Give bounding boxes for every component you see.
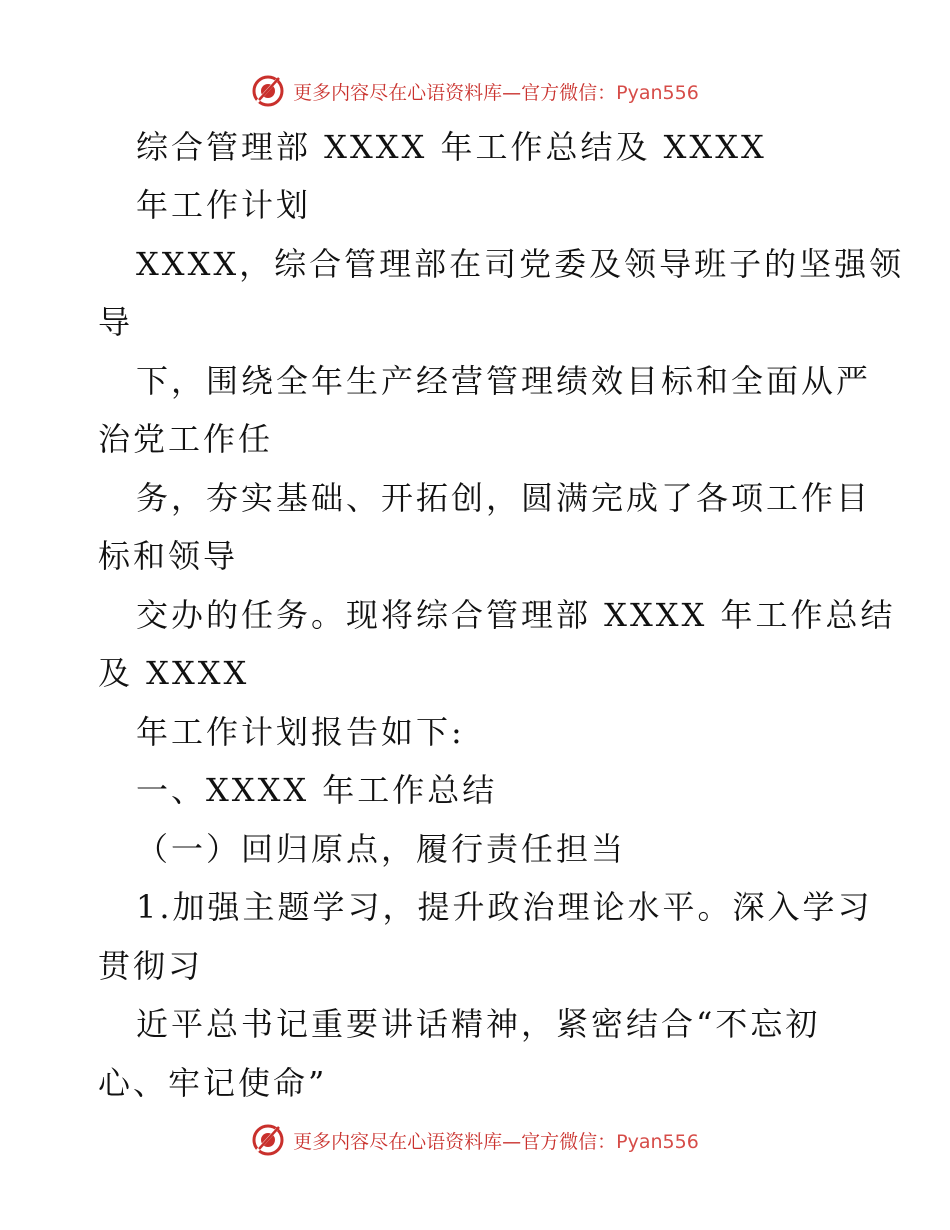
paragraph-line: 年工作计划报告如下:	[136, 713, 465, 751]
watermark-text: 更多内容尽在心语资料库—官方微信：Pyan556	[293, 1130, 699, 1153]
doc-title-line-1: 综合管理部 XXXX 年工作总结及 XXXX	[136, 128, 767, 166]
watermark-wechat-id: Pyan556	[616, 1130, 699, 1153]
paragraph-line: 1.加强主题学习，提升政治理论水平。深入学习	[136, 888, 873, 926]
paragraph-line: XXXX，综合管理部在司党委及领导班子的坚强领	[136, 245, 905, 283]
header-watermark	[0, 71, 950, 111]
watermark-text: 更多内容尽在心语资料库—官方微信：Pyan556	[293, 81, 699, 104]
paragraph-line: 贯彻习	[98, 947, 204, 985]
subsection-heading: （一）回归原点，履行责任担当	[136, 830, 627, 868]
paragraph-line: 下，围绕全年生产经营管理绩效目标和全面从严	[136, 362, 872, 400]
section-heading: 一、XXXX 年工作总结	[136, 771, 498, 809]
paragraph-line: 近平总书记重要讲话精神，紧密结合“不忘初	[136, 1005, 821, 1043]
logo-icon	[251, 1123, 285, 1157]
paragraph-line: 务，夯实基础、开拓创，圆满完成了各项工作目	[136, 479, 872, 517]
doc-title-line-2: 年工作计划	[136, 186, 312, 224]
paragraph-line: 导	[98, 303, 134, 341]
paragraph-line: 治党工作任	[98, 420, 274, 458]
paragraph-line: 及 XXXX	[98, 654, 250, 692]
paragraph-line: 交办的任务。现将综合管理部 XXXX 年工作总结	[136, 596, 896, 634]
watermark-wechat-id: Pyan556	[616, 81, 699, 104]
footer-watermark	[0, 1120, 950, 1160]
paragraph-line: 心、牢记使命”	[98, 1064, 328, 1102]
paragraph-line: 标和领导	[98, 537, 239, 575]
logo-icon	[251, 74, 285, 108]
